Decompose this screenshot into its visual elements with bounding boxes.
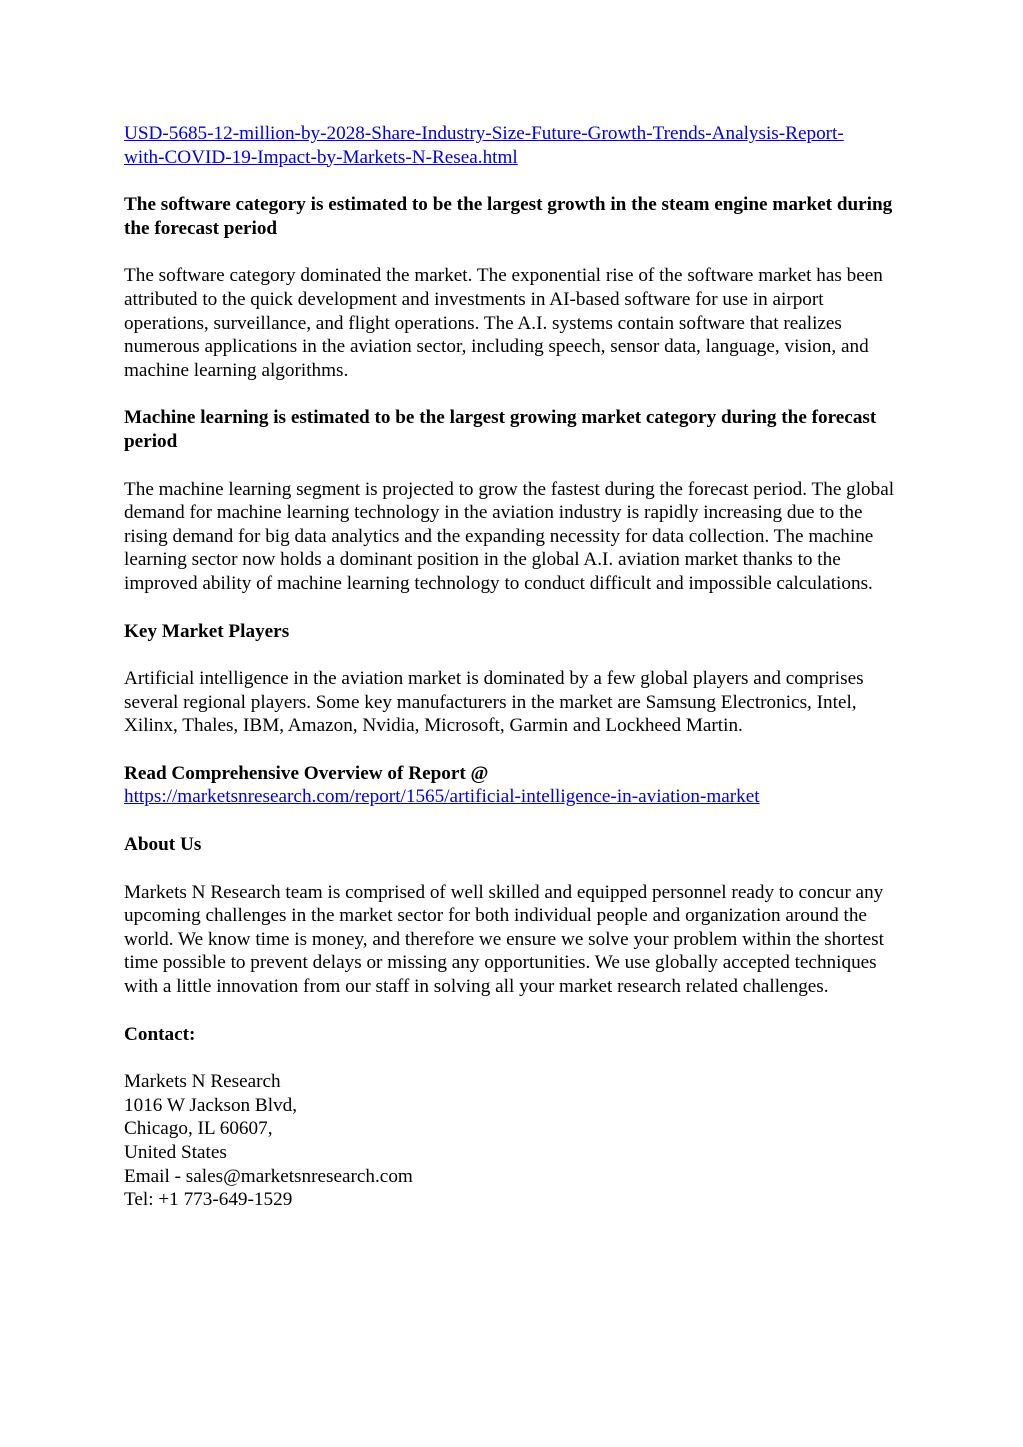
read-overview-link[interactable]: https://marketsnresearch.com/report/1565/artificial-intelligence-in-aviation-market (124, 786, 760, 808)
contact-street: 1016 W Jackson Blvd, (124, 1094, 298, 1116)
contact-city: Chicago, IL 60607, (124, 1118, 273, 1140)
contact-block (124, 1070, 900, 1212)
report-url-link[interactable] (124, 122, 900, 169)
key-market-players-heading: Key Market Players (124, 620, 290, 642)
report-url-paragraph (124, 122, 900, 169)
report-url-line-1: USD-5685-12-million-by-2028-Share-Industry-Size-Future-Growth-Trends-Analysis-Report- (124, 123, 844, 144)
contact-company: Markets N Research (124, 1071, 281, 1093)
software-paragraph: The software category dominated the market. The exponential rise of the software market has been attributed to the quick development and investments in AI-based software for use in airport operations, surveillance, and flight operations. The A.I. systems contain software that realizes numerous applications in the aviation sector, including speech, sensor data, language, vision, and machine learning algorithms. (124, 265, 883, 381)
key-market-players-paragraph: Artificial intelligence in the aviation market is dominated by a few global players and comprises several regional players. Some key manufacturers in the market are Samsung Electronics, Intel, Xilinx, Thales, IBM, Amazon, Nvidia, Microsoft, Garmin and Lockheed Martin. (124, 668, 864, 737)
read-overview-block (124, 762, 900, 809)
contact-email: Email - sales@marketsnresearch.com (124, 1165, 413, 1187)
contact-heading: Contact: (124, 1023, 196, 1045)
machine-learning-heading: Machine learning is estimated to be the largest growing market category during the forecast period (124, 407, 877, 452)
report-url-line-2: with-COVID-19-Impact-by-Markets-N-Resea.html (124, 146, 518, 168)
contact-country: United States (124, 1142, 227, 1163)
software-heading: The software category is estimated to be the largest growth in the steam engine market during the forecast period (124, 194, 893, 239)
read-overview-heading: Read Comprehensive Overview of Report @ (124, 762, 489, 784)
machine-learning-paragraph: The machine learning segment is projected to grow the fastest during the forecast period. The global demand for machine learning technology in the aviation industry is rapidly increasing due to the rising demand for big data analytics and the expanding necessity for data collection. The machine learning sector now holds a dominant position in the global A.I. aviation market thanks to the improved ability of machine learning technology to conduct difficult and impossible calculations. (124, 478, 895, 594)
contact-tel: Tel: +1 773-649-1529 (124, 1189, 293, 1211)
about-us-heading: About Us (124, 834, 202, 856)
about-us-paragraph: Markets N Research team is comprised of well skilled and equipped personnel ready to concur any upcoming challenges in the market sector for both individual people and organization around the world. We know time is money, and therefore we ensure we solve your problem within the shortest time possible to prevent delays or missing any opportunities. We use globally accepted techniques with a little innovation from our staff in solving all your market research related challenges. (124, 881, 884, 998)
document-content (124, 122, 900, 1236)
